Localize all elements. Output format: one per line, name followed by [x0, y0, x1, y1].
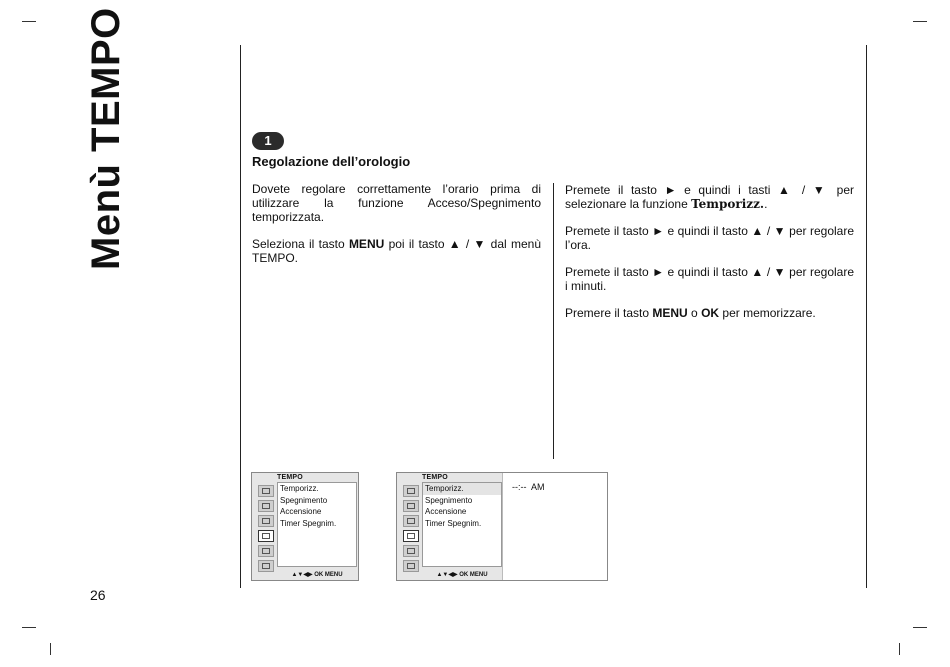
osd-menu-list [277, 482, 357, 567]
sound-icon [403, 515, 419, 527]
right-paragraph-4: Premere il tasto MENU o OK per memorizzare. [565, 306, 816, 320]
osd-menu-screenshot-2 [396, 472, 608, 581]
section-title: Menù TEMPO [84, 7, 128, 270]
picture-icon [403, 500, 419, 512]
right-column [565, 183, 854, 333]
osd-item-temporizz: Temporizz. [423, 483, 501, 495]
tv-icon [403, 485, 419, 497]
step-badge: 1 [252, 132, 284, 150]
left-paragraph-1: Dovete regolare correttamente l’orario prima di utilizzare la funzione Acceso/Spegnimento temporizzata. [252, 182, 541, 224]
section-heading: Regolazione dell’orologio [252, 154, 411, 169]
osd-footer: ▲▼◀▶ OK MENU [436, 572, 488, 578]
right-paragraph-2: Premete il tasto ► e quindi il tasto ▲ / ▼ per regolare l’ora. [565, 224, 854, 252]
tv-icon [258, 485, 274, 497]
right-paragraph-3: Premete il tasto ► e quindi il tasto ▲ / ▼ per regolare i minuti. [565, 265, 854, 293]
osd-item-accensione: Accensione [425, 507, 467, 516]
osd-submenu-panel [502, 473, 607, 580]
left-paragraph-2: Seleziona il tasto MENU poi il tasto ▲ / ▼ dal menù TEMPO. [252, 237, 542, 265]
osd-footer: ▲▼◀▶ OK MENU [291, 572, 343, 578]
right-paragraph-1: Premete il tasto ► e quindi i tasti ▲ / ▼ per selezionare la funzione Temporizz.. [565, 183, 854, 211]
column-divider [553, 183, 554, 459]
left-rule [240, 45, 241, 588]
osd-title: TEMPO [422, 474, 448, 481]
crop-mark [50, 643, 51, 655]
screen-icon [258, 545, 274, 557]
sound-icon [258, 515, 274, 527]
clock-value: --:-- AM [512, 482, 545, 492]
special-icon [258, 560, 274, 572]
crop-mark [22, 627, 36, 628]
osd-item-spegnimento: Spegnimento [425, 495, 473, 505]
left-column [252, 182, 541, 278]
osd-item-accensione: Accensione [280, 507, 322, 516]
picture-icon [258, 500, 274, 512]
page-number: 26 [90, 587, 106, 603]
crop-mark [913, 21, 927, 22]
osd-icon-column [256, 485, 276, 575]
special-icon [403, 560, 419, 572]
osd-menu-screenshot-1 [251, 472, 359, 581]
clock-icon [403, 530, 419, 542]
osd-item-timer-spegnim: Timer Spegnim. [425, 518, 482, 528]
osd-menu-list [422, 482, 502, 567]
osd-title: TEMPO [277, 474, 303, 481]
right-rule [866, 45, 867, 588]
osd-item-timer-spegnim: Timer Spegnim. [280, 518, 337, 528]
crop-mark [913, 627, 927, 628]
osd-item-spegnimento: Spegnimento [280, 495, 328, 505]
clock-icon [258, 530, 274, 542]
crop-mark [22, 21, 36, 22]
crop-mark [899, 643, 900, 655]
screen-icon [403, 545, 419, 557]
osd-item-temporizz: Temporizz. [280, 484, 319, 493]
osd-icon-column [401, 485, 421, 575]
